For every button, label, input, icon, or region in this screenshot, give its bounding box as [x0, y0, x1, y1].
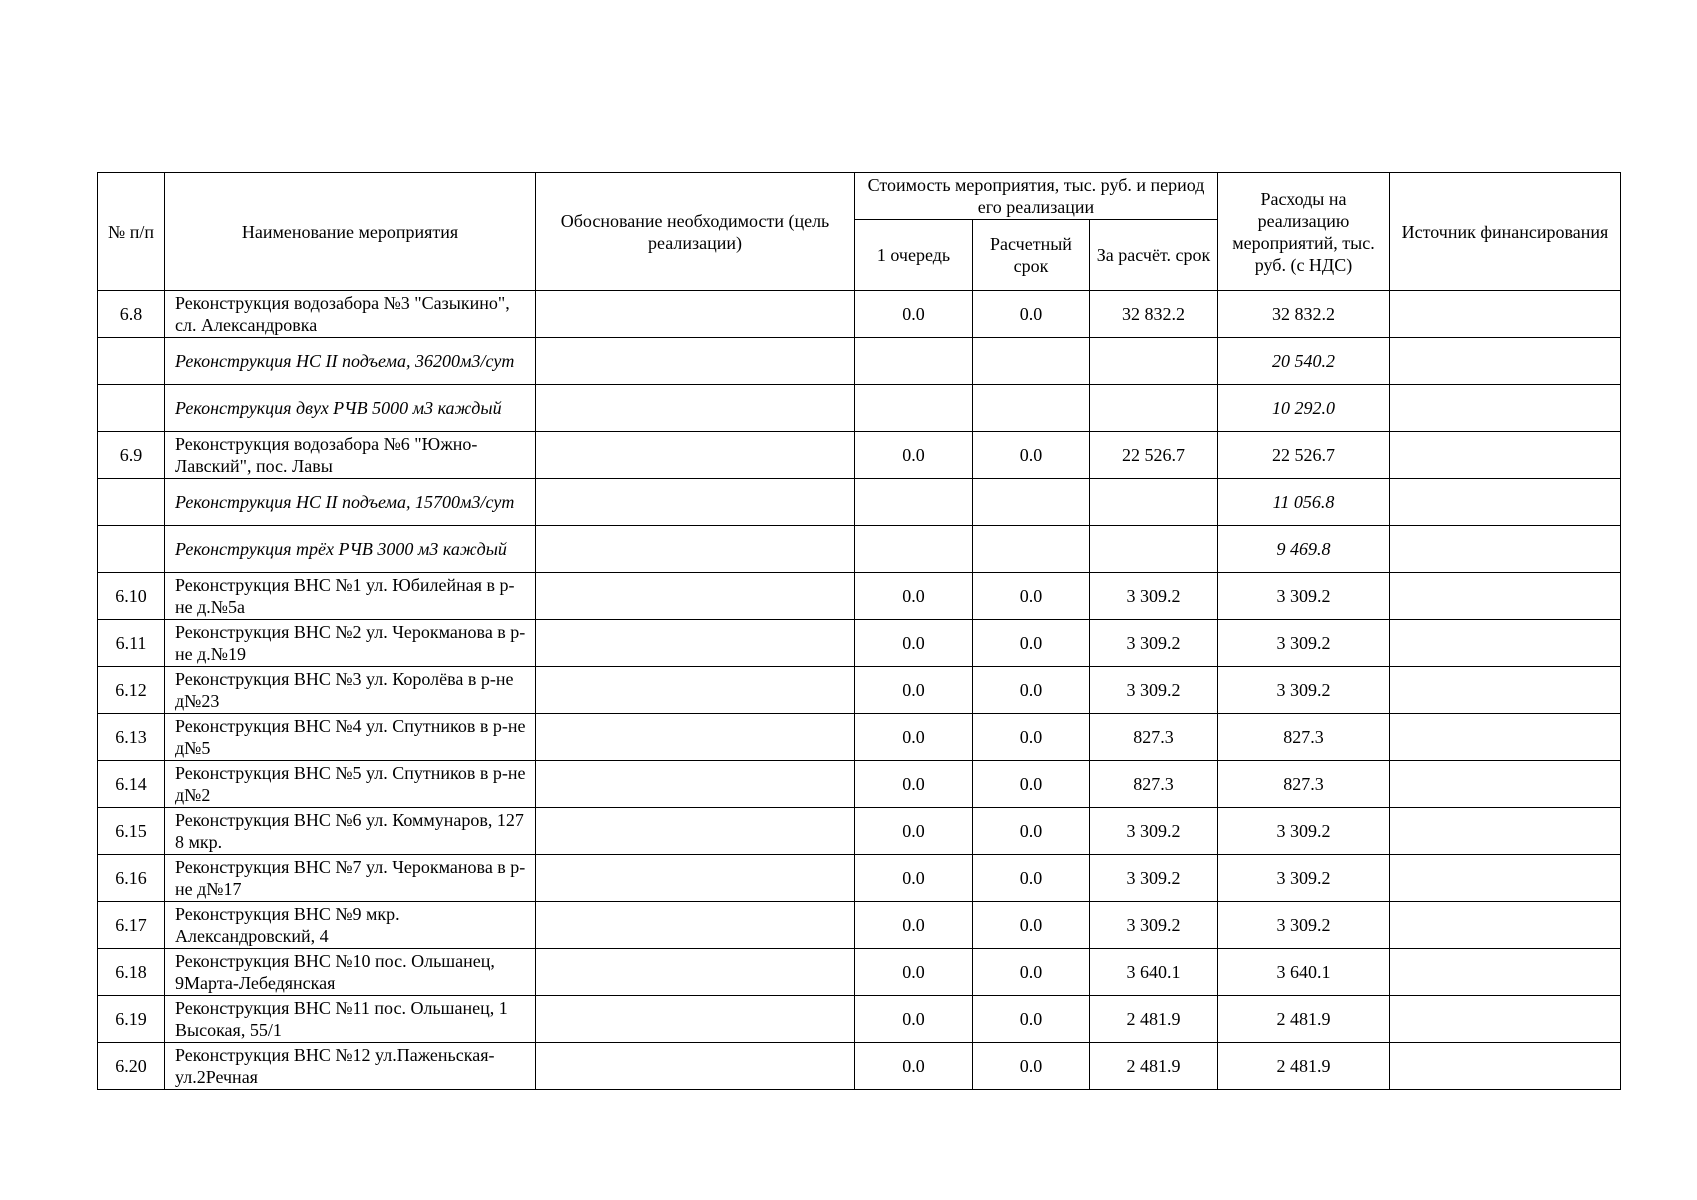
cell-num: 6.9 — [98, 432, 165, 479]
table-row — [98, 761, 1621, 808]
cell-expenses: 3 309.2 — [1218, 855, 1390, 902]
cell-justification — [536, 902, 855, 949]
cell-expenses: 827.3 — [1218, 714, 1390, 761]
cell-design-period: 0.0 — [973, 714, 1090, 761]
cell-source — [1390, 291, 1621, 338]
cell-stage1: 0.0 — [855, 573, 973, 620]
cell-source — [1390, 996, 1621, 1043]
table-row — [98, 714, 1621, 761]
cell-name: Реконструкция ВНС №5 ул. Спутников в р-не д№2 — [165, 761, 536, 808]
cell-justification — [536, 996, 855, 1043]
cell-total-period — [1090, 479, 1218, 526]
table-row — [98, 996, 1621, 1043]
cell-num: 6.13 — [98, 714, 165, 761]
cell-total-period: 2 481.9 — [1090, 1043, 1218, 1090]
cell-design-period: 0.0 — [973, 855, 1090, 902]
cell-expenses: 2 481.9 — [1218, 1043, 1390, 1090]
cell-stage1: 0.0 — [855, 432, 973, 479]
cell-source — [1390, 1043, 1621, 1090]
cell-design-period: 0.0 — [973, 573, 1090, 620]
cell-design-period: 0.0 — [973, 949, 1090, 996]
table-row — [98, 432, 1621, 479]
cell-justification — [536, 855, 855, 902]
cell-num — [98, 338, 165, 385]
cell-justification — [536, 620, 855, 667]
cell-total-period: 22 526.7 — [1090, 432, 1218, 479]
cell-source — [1390, 714, 1621, 761]
document-page — [97, 172, 1621, 1090]
cell-total-period: 3 309.2 — [1090, 855, 1218, 902]
cell-stage1: 0.0 — [855, 761, 973, 808]
measures-table — [97, 172, 1621, 1090]
cell-justification — [536, 667, 855, 714]
cell-num: 6.18 — [98, 949, 165, 996]
cell-stage1 — [855, 385, 973, 432]
cell-source — [1390, 761, 1621, 808]
cell-expenses: 20 540.2 — [1218, 338, 1390, 385]
table-row — [98, 620, 1621, 667]
header-source: Источник финансирования — [1390, 173, 1621, 291]
cell-num: 6.15 — [98, 808, 165, 855]
table-row — [98, 949, 1621, 996]
cell-justification — [536, 479, 855, 526]
cell-name: Реконструкция НС II подъема, 36200м3/сут — [165, 338, 536, 385]
cell-expenses: 3 309.2 — [1218, 808, 1390, 855]
cell-justification — [536, 526, 855, 573]
cell-name: Реконструкция ВНС №1 ул. Юбилейная в р-не д.№5а — [165, 573, 536, 620]
cell-design-period: 0.0 — [973, 620, 1090, 667]
cell-design-period: 0.0 — [973, 432, 1090, 479]
table-row — [98, 385, 1621, 432]
cell-justification — [536, 949, 855, 996]
cell-design-period — [973, 479, 1090, 526]
cell-source — [1390, 855, 1621, 902]
cell-name: Реконструкция водозабора №3 "Сазыкино", сл. Александровка — [165, 291, 536, 338]
cell-name: Реконструкция ВНС №2 ул. Черокманова в р-не д.№19 — [165, 620, 536, 667]
table-body — [98, 291, 1621, 1090]
cell-num: 6.20 — [98, 1043, 165, 1090]
cell-expenses: 3 309.2 — [1218, 667, 1390, 714]
cell-design-period: 0.0 — [973, 902, 1090, 949]
cell-total-period: 3 640.1 — [1090, 949, 1218, 996]
cell-total-period: 2 481.9 — [1090, 996, 1218, 1043]
cell-expenses: 9 469.8 — [1218, 526, 1390, 573]
cell-justification — [536, 1043, 855, 1090]
cell-name: Реконструкция ВНС №12 ул.Паженьская-ул.2Речная — [165, 1043, 536, 1090]
cell-expenses: 10 292.0 — [1218, 385, 1390, 432]
cell-expenses: 11 056.8 — [1218, 479, 1390, 526]
cell-source — [1390, 808, 1621, 855]
cell-stage1: 0.0 — [855, 808, 973, 855]
cell-num: 6.17 — [98, 902, 165, 949]
cell-source — [1390, 902, 1621, 949]
cell-name: Реконструкция водозабора №6 "Южно-Лавский", пос. Лавы — [165, 432, 536, 479]
cell-justification — [536, 573, 855, 620]
cell-justification — [536, 761, 855, 808]
cell-num: 6.14 — [98, 761, 165, 808]
cell-expenses: 827.3 — [1218, 761, 1390, 808]
cell-stage1: 0.0 — [855, 667, 973, 714]
cell-stage1 — [855, 338, 973, 385]
cell-source — [1390, 573, 1621, 620]
cell-design-period — [973, 385, 1090, 432]
cell-expenses: 3 640.1 — [1218, 949, 1390, 996]
header-stage1: 1 очередь — [855, 220, 973, 291]
cell-justification — [536, 338, 855, 385]
header-total-period: За расчёт. срок — [1090, 220, 1218, 291]
table-row — [98, 902, 1621, 949]
cell-justification — [536, 432, 855, 479]
cell-source — [1390, 479, 1621, 526]
cell-justification — [536, 291, 855, 338]
cell-design-period: 0.0 — [973, 667, 1090, 714]
cell-total-period: 3 309.2 — [1090, 667, 1218, 714]
header-row — [98, 173, 1621, 220]
header-num: № п/п — [98, 173, 165, 291]
cell-name: Реконструкция ВНС №3 ул. Королёва в р-не д№23 — [165, 667, 536, 714]
cell-source — [1390, 432, 1621, 479]
cell-num: 6.8 — [98, 291, 165, 338]
cell-stage1: 0.0 — [855, 949, 973, 996]
cell-stage1 — [855, 479, 973, 526]
cell-name: Реконструкция ВНС №9 мкр. Александровский, 4 — [165, 902, 536, 949]
cell-justification — [536, 714, 855, 761]
table-row — [98, 855, 1621, 902]
cell-stage1: 0.0 — [855, 1043, 973, 1090]
cell-stage1: 0.0 — [855, 855, 973, 902]
cell-source — [1390, 385, 1621, 432]
cell-expenses: 2 481.9 — [1218, 996, 1390, 1043]
cell-name: Реконструкция двух РЧВ 5000 м3 каждый — [165, 385, 536, 432]
cell-design-period: 0.0 — [973, 761, 1090, 808]
header-expenses: Расходы на реализацию мероприятий, тыс. руб. (с НДС) — [1218, 173, 1390, 291]
table-row — [98, 808, 1621, 855]
cell-justification — [536, 385, 855, 432]
cell-total-period: 32 832.2 — [1090, 291, 1218, 338]
cell-stage1: 0.0 — [855, 620, 973, 667]
cell-total-period: 3 309.2 — [1090, 808, 1218, 855]
table-row — [98, 479, 1621, 526]
table-row — [98, 338, 1621, 385]
cell-num — [98, 479, 165, 526]
table-row — [98, 526, 1621, 573]
cell-name: Реконструкция ВНС №6 ул. Коммунаров, 127 8 мкр. — [165, 808, 536, 855]
cell-total-period — [1090, 526, 1218, 573]
cell-name: Реконструкция ВНС №11 пос. Ольшанец, 1 Высокая, 55/1 — [165, 996, 536, 1043]
cell-source — [1390, 667, 1621, 714]
cell-num: 6.10 — [98, 573, 165, 620]
header-design-period: Расчетный срок — [973, 220, 1090, 291]
cell-stage1: 0.0 — [855, 714, 973, 761]
cell-justification — [536, 808, 855, 855]
table-row — [98, 573, 1621, 620]
header-justification: Обоснование необходимости (цель реализации) — [536, 173, 855, 291]
cell-design-period: 0.0 — [973, 1043, 1090, 1090]
cell-design-period: 0.0 — [973, 291, 1090, 338]
cell-num — [98, 526, 165, 573]
table-row — [98, 667, 1621, 714]
cell-source — [1390, 338, 1621, 385]
table-row — [98, 291, 1621, 338]
cell-source — [1390, 949, 1621, 996]
cell-stage1: 0.0 — [855, 291, 973, 338]
header-name: Наименование мероприятия — [165, 173, 536, 291]
cell-source — [1390, 526, 1621, 573]
cell-name: Реконструкция трёх РЧВ 3000 м3 каждый — [165, 526, 536, 573]
cell-expenses: 22 526.7 — [1218, 432, 1390, 479]
cell-num — [98, 385, 165, 432]
cell-num: 6.12 — [98, 667, 165, 714]
cell-total-period: 3 309.2 — [1090, 902, 1218, 949]
table-row — [98, 1043, 1621, 1090]
cell-num: 6.19 — [98, 996, 165, 1043]
cell-total-period — [1090, 338, 1218, 385]
cell-total-period: 3 309.2 — [1090, 573, 1218, 620]
cell-stage1: 0.0 — [855, 902, 973, 949]
cell-name: Реконструкция ВНС №7 ул. Черокманова в р-не д№17 — [165, 855, 536, 902]
cell-name: Реконструкция ВНС №4 ул. Спутников в р-не д№5 — [165, 714, 536, 761]
cell-design-period: 0.0 — [973, 996, 1090, 1043]
cell-total-period: 827.3 — [1090, 761, 1218, 808]
header-cost-group: Стоимость мероприятия, тыс. руб. и период его реализации — [855, 173, 1218, 220]
cell-num: 6.11 — [98, 620, 165, 667]
cell-name: Реконструкция ВНС №10 пос. Ольшанец, 9Марта-Лебедянская — [165, 949, 536, 996]
cell-stage1: 0.0 — [855, 996, 973, 1043]
cell-total-period: 3 309.2 — [1090, 620, 1218, 667]
cell-stage1 — [855, 526, 973, 573]
cell-total-period — [1090, 385, 1218, 432]
cell-design-period: 0.0 — [973, 808, 1090, 855]
cell-num: 6.16 — [98, 855, 165, 902]
cell-expenses: 3 309.2 — [1218, 620, 1390, 667]
cell-design-period — [973, 338, 1090, 385]
cell-design-period — [973, 526, 1090, 573]
cell-total-period: 827.3 — [1090, 714, 1218, 761]
cell-source — [1390, 620, 1621, 667]
cell-name: Реконструкция НС II подъема, 15700м3/сут — [165, 479, 536, 526]
cell-expenses: 3 309.2 — [1218, 902, 1390, 949]
cell-expenses: 32 832.2 — [1218, 291, 1390, 338]
cell-expenses: 3 309.2 — [1218, 573, 1390, 620]
